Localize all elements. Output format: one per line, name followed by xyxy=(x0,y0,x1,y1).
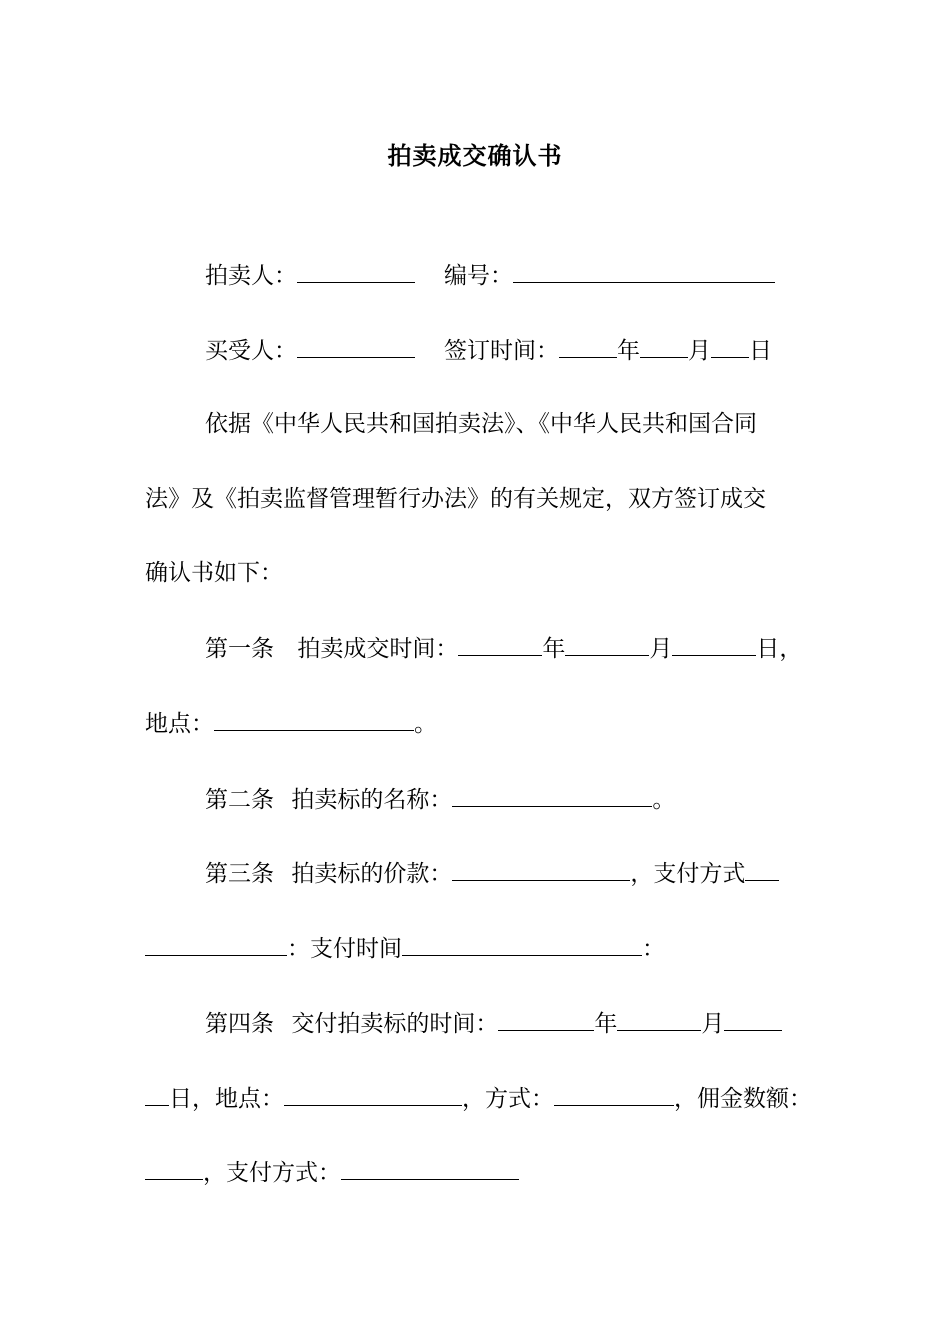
article-2-label: 第二条 xyxy=(205,787,274,813)
article-4-commission-blank[interactable] xyxy=(145,1157,203,1180)
sign-day-unit: 日 xyxy=(749,338,772,364)
article-3-label: 第三条 xyxy=(205,861,274,887)
buyer-line xyxy=(205,335,415,366)
sign-month-blank[interactable] xyxy=(640,335,688,358)
article-1-month-blank[interactable] xyxy=(565,633,649,656)
article-1-line-2 xyxy=(145,708,437,739)
article-2-period: 。 xyxy=(652,787,676,813)
article-2-line xyxy=(205,784,675,815)
article-3-line-2 xyxy=(145,933,665,964)
article-4-pay-method-label: ，支付方式： xyxy=(203,1160,341,1186)
article-4-line-3 xyxy=(145,1157,519,1188)
article-4-year-blank[interactable] xyxy=(498,1008,594,1031)
auctioneer-blank[interactable] xyxy=(297,260,415,283)
sign-year-unit: 年 xyxy=(617,338,640,364)
sign-date-label: 签订时间： xyxy=(444,338,559,364)
number-blank[interactable] xyxy=(513,260,775,283)
article-2-text: 拍卖标的名称： xyxy=(291,787,453,813)
article-1-day-blank[interactable] xyxy=(672,633,756,656)
article-3-pay-method-blank-1[interactable] xyxy=(745,858,779,881)
article-1-place-blank[interactable] xyxy=(214,708,414,731)
article-4-month-blank[interactable] xyxy=(617,1008,701,1031)
article-3-text: 拍卖标的价款： xyxy=(291,861,453,887)
article-4-pay-method-blank[interactable] xyxy=(341,1157,519,1180)
article-4-day-place-label: 日，地点： xyxy=(169,1086,284,1112)
sign-year-blank[interactable] xyxy=(559,335,617,358)
article-1-label: 第一条 xyxy=(205,636,274,662)
intro-line-3: 确认书如下： xyxy=(145,560,283,586)
article-1-place-label: 地点： xyxy=(145,711,214,737)
article-2-name-blank[interactable] xyxy=(452,784,652,807)
article-4-method-blank[interactable] xyxy=(554,1083,674,1106)
article-4-method-label: ，方式： xyxy=(462,1086,554,1112)
article-1-text: 拍卖成交时间： xyxy=(297,636,459,662)
article-1-year-unit: 年 xyxy=(542,636,566,662)
article-3-pay-method-label: ，支付方式 xyxy=(630,861,746,887)
article-1-line-1 xyxy=(205,633,802,664)
article-3-price-blank[interactable] xyxy=(452,858,630,881)
article-4-line-2 xyxy=(145,1083,812,1114)
article-3-colon: ： xyxy=(642,936,665,962)
article-4-month-unit: 月 xyxy=(701,1011,725,1037)
buyer-blank[interactable] xyxy=(297,335,415,358)
article-4-year-unit: 年 xyxy=(594,1011,618,1037)
article-4-line-1 xyxy=(205,1008,782,1039)
sign-month-unit: 月 xyxy=(688,338,711,364)
intro-line-1: 依据《中华人民共和国拍卖法》、《中华人民共和国合同 xyxy=(205,411,757,437)
auctioneer-line xyxy=(205,260,415,291)
article-4-place-blank[interactable] xyxy=(284,1083,462,1106)
article-1-month-unit: 月 xyxy=(649,636,673,662)
article-4-text: 交付拍卖标的时间： xyxy=(291,1011,499,1037)
document-title: 拍卖成交确认书 xyxy=(387,142,563,170)
article-1-year-blank[interactable] xyxy=(458,633,542,656)
auctioneer-label: 拍卖人： xyxy=(205,263,297,289)
buyer-label: 买受人： xyxy=(205,338,297,364)
article-3-pay-method-blank-2[interactable] xyxy=(145,933,287,956)
number-line xyxy=(444,260,775,291)
article-3-pay-time-label: ：支付时间 xyxy=(287,936,402,962)
article-1-period: 。 xyxy=(414,711,437,737)
article-3-line-1 xyxy=(205,858,779,889)
article-4-day-blank-1[interactable] xyxy=(724,1008,782,1031)
sign-day-blank[interactable] xyxy=(711,335,749,358)
article-3-pay-time-blank[interactable] xyxy=(402,933,642,956)
number-label: 编号： xyxy=(444,263,513,289)
article-4-commission-label: ，佣金数额： xyxy=(674,1086,812,1112)
intro-line-2: 法》及《拍卖监督管理暂行办法》的有关规定，双方签订成交 xyxy=(145,486,766,512)
sign-date-line xyxy=(444,335,772,366)
article-4-day-blank-2[interactable] xyxy=(145,1083,169,1106)
article-4-label: 第四条 xyxy=(205,1011,274,1037)
article-1-day-unit: 日， xyxy=(756,636,803,662)
